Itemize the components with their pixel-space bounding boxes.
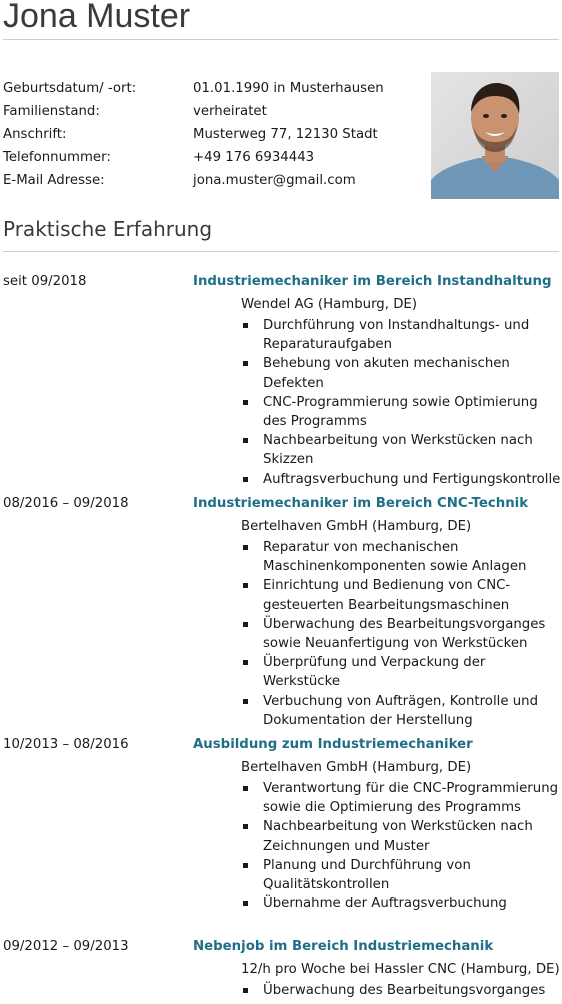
personal-detail-label: Familienstand: [3,104,100,119]
job-company: 12/h pro Woche bei Hassler CNC (Hamburg, DE) [241,962,560,977]
job-title: Industriemechaniker im Bereich CNC-Technik [193,496,529,511]
job-title: Industriemechaniker im Bereich Instandhaltung [193,274,552,289]
job-title: Ausbildung zum Industriemechaniker [193,737,473,752]
job-bullet: Verbuchung von Aufträgen, Kontrolle und Dokumentation der Herstellung [241,692,562,730]
personal-detail-value: 01.01.1990 in Musterhausen [193,81,384,96]
job-company: Bertelhaven GmbH (Hamburg, DE) [241,519,472,534]
job-bullet: Übernahme der Auftragsverbuchung [241,894,562,913]
job-bullet: Verantwortung für die CNC-Programmierung sowie die Optimierung des Programms [241,779,562,817]
job-dates: 09/2012 – 09/2013 [3,939,129,954]
job-bullet-list [241,779,562,913]
personal-detail-label: Geburtsdatum/ -ort: [3,81,137,96]
job-bullet: Auftragsverbuchung und Fertigungskontrolle [241,470,562,489]
cv-name: Jona Muster [3,0,191,35]
job-bullet: Überwachung des Bearbeitungsvorganges [241,981,562,1000]
job-title: Nebenjob im Bereich Industriemechanik [193,939,494,954]
personal-detail-label: Anschrift: [3,127,67,142]
job-bullet: Nachbearbeitung von Werkstücken nach Zeichnungen und Muster [241,817,562,855]
job-company: Bertelhaven GmbH (Hamburg, DE) [241,760,472,775]
section-heading-experience: Praktische Erfahrung [3,217,213,241]
job-bullet-list [241,316,562,489]
job-bullet: CNC-Programmierung sowie Optimierung des Programms [241,393,562,431]
job-bullet: Planung und Durchführung von Qualitätskontrollen [241,856,562,894]
job-bullet: Nachbearbeitung von Werkstücken nach Skizzen [241,431,562,469]
profile-photo [431,72,559,199]
job-bullet-list [241,538,562,730]
personal-detail-label: Telefonnummer: [3,150,111,165]
job-bullet: Überprüfung und Verpackung der Werkstücke [241,653,562,691]
job-bullet: Durchführung von Instandhaltungs- und Reparaturaufgaben [241,316,562,354]
job-company: Wendel AG (Hamburg, DE) [241,297,418,312]
title-divider [3,39,559,40]
job-dates: 10/2013 – 08/2016 [3,737,129,752]
personal-detail-value: Musterweg 77, 12130 Stadt [193,127,378,142]
job-dates: 08/2016 – 09/2018 [3,496,129,511]
personal-detail-value: jona.muster@gmail.com [193,173,356,188]
portrait-illustration [431,72,559,199]
personal-detail-value: verheiratet [193,104,267,119]
job-bullet: Überwachung des Bearbeitungsvorganges sowie Neuanfertigung von Werkstücken [241,615,562,653]
personal-detail-value: +49 176 6934443 [193,150,315,165]
job-dates: seit 09/2018 [3,274,87,289]
job-bullet: Behebung von akuten mechanischen Defekten [241,354,562,392]
job-bullet: Einrichtung und Bedienung von CNC-gesteuerten Bearbeitungsmaschinen [241,576,562,614]
job-bullet-list [241,981,562,1000]
job-bullet: Reparatur von mechanischen Maschinenkomponenten sowie Anlagen [241,538,562,576]
personal-detail-label: E-Mail Adresse: [3,173,105,188]
section-divider [3,251,559,252]
